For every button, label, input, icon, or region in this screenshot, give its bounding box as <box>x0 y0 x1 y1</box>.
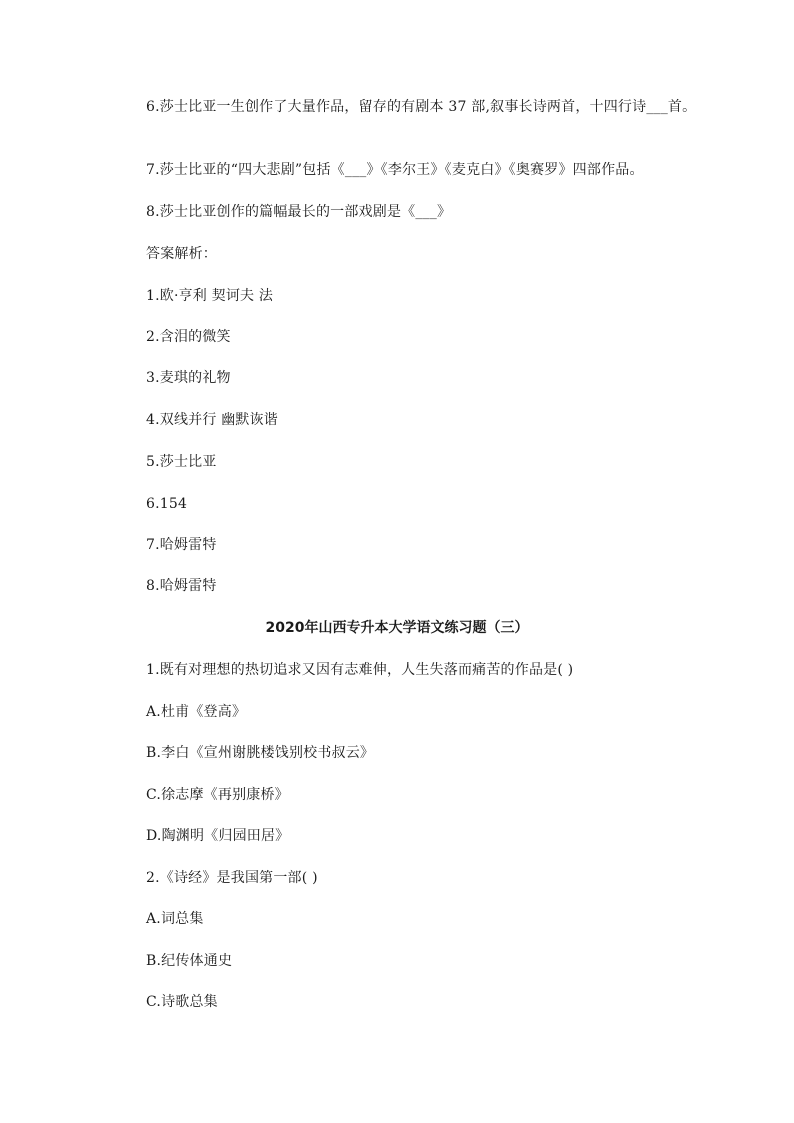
q2-stem: 2.《诗经》是我国第一部( ) <box>146 870 318 886</box>
answer-4: 4.双线并行 幽默诙谐 <box>146 412 279 428</box>
q2-option-a: A.词总集 <box>146 911 204 927</box>
answer-3: 3.麦琪的礼物 <box>146 370 231 386</box>
question-6: 6.莎士比亚一生创作了大量作品，留存的有剧本 37 部,叙事长诗两首，十四行诗___首。 <box>146 99 697 115</box>
q1-option-c: C.徐志摩《再别康桥》 <box>146 787 289 803</box>
q1-option-b: B.李白《宣州谢朓楼饯别校书叔云》 <box>146 745 375 761</box>
answer-7: 7.哈姆雷特 <box>146 537 217 553</box>
q1-option-d: D.陶渊明《归园田居》 <box>146 828 290 844</box>
question-8: 8.莎士比亚创作的篇幅最长的一部戏剧是《___》 <box>146 204 452 220</box>
answer-header: 答案解析： <box>146 246 217 262</box>
answer-1: 1.欧·亨利 契诃夫 法 <box>146 288 274 304</box>
q2-option-b: B.纪传体通史 <box>146 953 233 969</box>
q1-stem: 1.既有对理想的热切追求又因有志难伸，人生失落而痛苦的作品是( ) <box>146 662 574 678</box>
answer-2: 2.含泪的微笑 <box>146 329 231 345</box>
q1-option-a: A.杜甫《登高》 <box>146 704 247 720</box>
q2-option-c: C.诗歌总集 <box>146 994 218 1010</box>
question-7: 7.莎士比亚的“四大悲剧”包括《___》《李尔王》《麦克白》《奥赛罗》四部作品。 <box>146 162 644 178</box>
answer-8: 8.哈姆雷特 <box>146 578 217 594</box>
answer-6: 6.154 <box>146 496 188 512</box>
answer-5: 5.莎士比亚 <box>146 454 217 470</box>
section-title: 2020年山西专升本大学语文练习题（三） <box>265 620 529 636</box>
